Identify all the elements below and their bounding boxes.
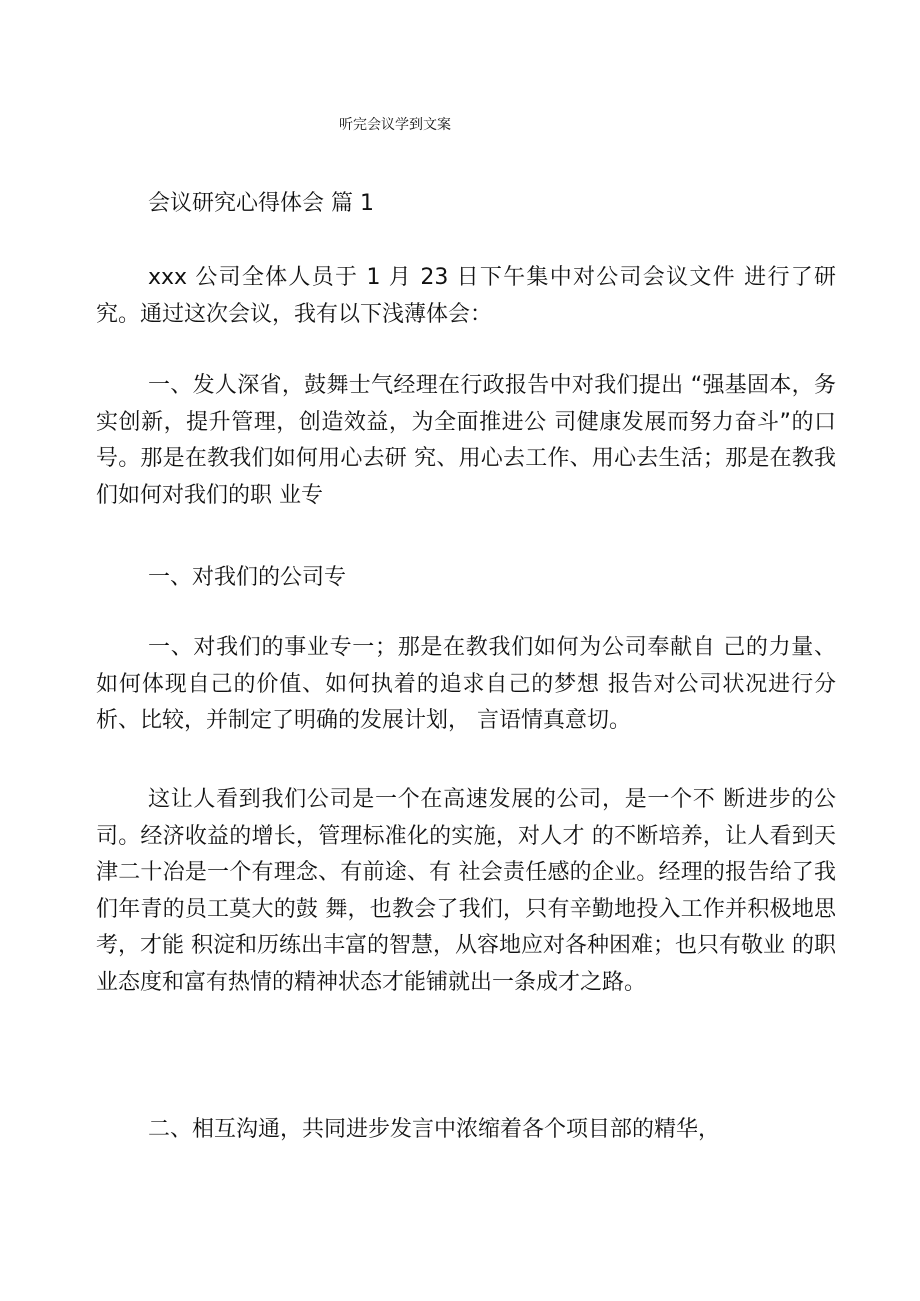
paragraph: 一、对我们的公司专 (148, 565, 347, 590)
paragraph: 二、相互沟通，共同进步发言中浓缩着各个项目部的精华， (148, 1117, 721, 1142)
section-subtitle: 会议研究心得体会 篇 1 (148, 191, 374, 216)
paragraph: 一、对我们的事业专一；那是在教我们如何为公司奉献自 己的力量、如何体现自己的价值、如何执着的追求自己的梦想 报告对公司状况进行分析、比较，并制定了明确的发展计划， 言语情真意切。 (96, 635, 836, 733)
paragraph: 这让人看到我们公司是一个在高速发展的公司，是一个不 断进步的公司。经济收益的增长，管理标准化的实施，对人才 的不断培养，让人看到天津二十冶是一个有理念、有前途、有 社会责任感的企业。经理的报告给了我们年青的员工莫大的鼓 舞，也教会了我们，只有辛勤地投入工作并积极地思考，才能 积淀和历练出丰富的智慧，从容地应对各种困难；也只有敬业 的职业态度和富有热情的精神状态才能铺就出一条成才之路。 (96, 787, 836, 995)
document-title: 听完会议学到文案 (339, 117, 451, 133)
paragraph: xxx 公司全体人员于 1 月 23 日下午集中对公司会议文件 进行了研究。通过这次会议，我有以下浅薄体会： (96, 265, 836, 327)
paragraph: 一、发人深省，鼓舞士气经理在行政报告中对我们提出 “强基固本，务实创新，提升管理，创造效益，为全面推进公 司健康发展而努力奋斗”的口号。那是在教我们如何用心去研 究、用心去工作、用心去生活；那是在教我们如何对我们的职 业专 (96, 373, 836, 508)
